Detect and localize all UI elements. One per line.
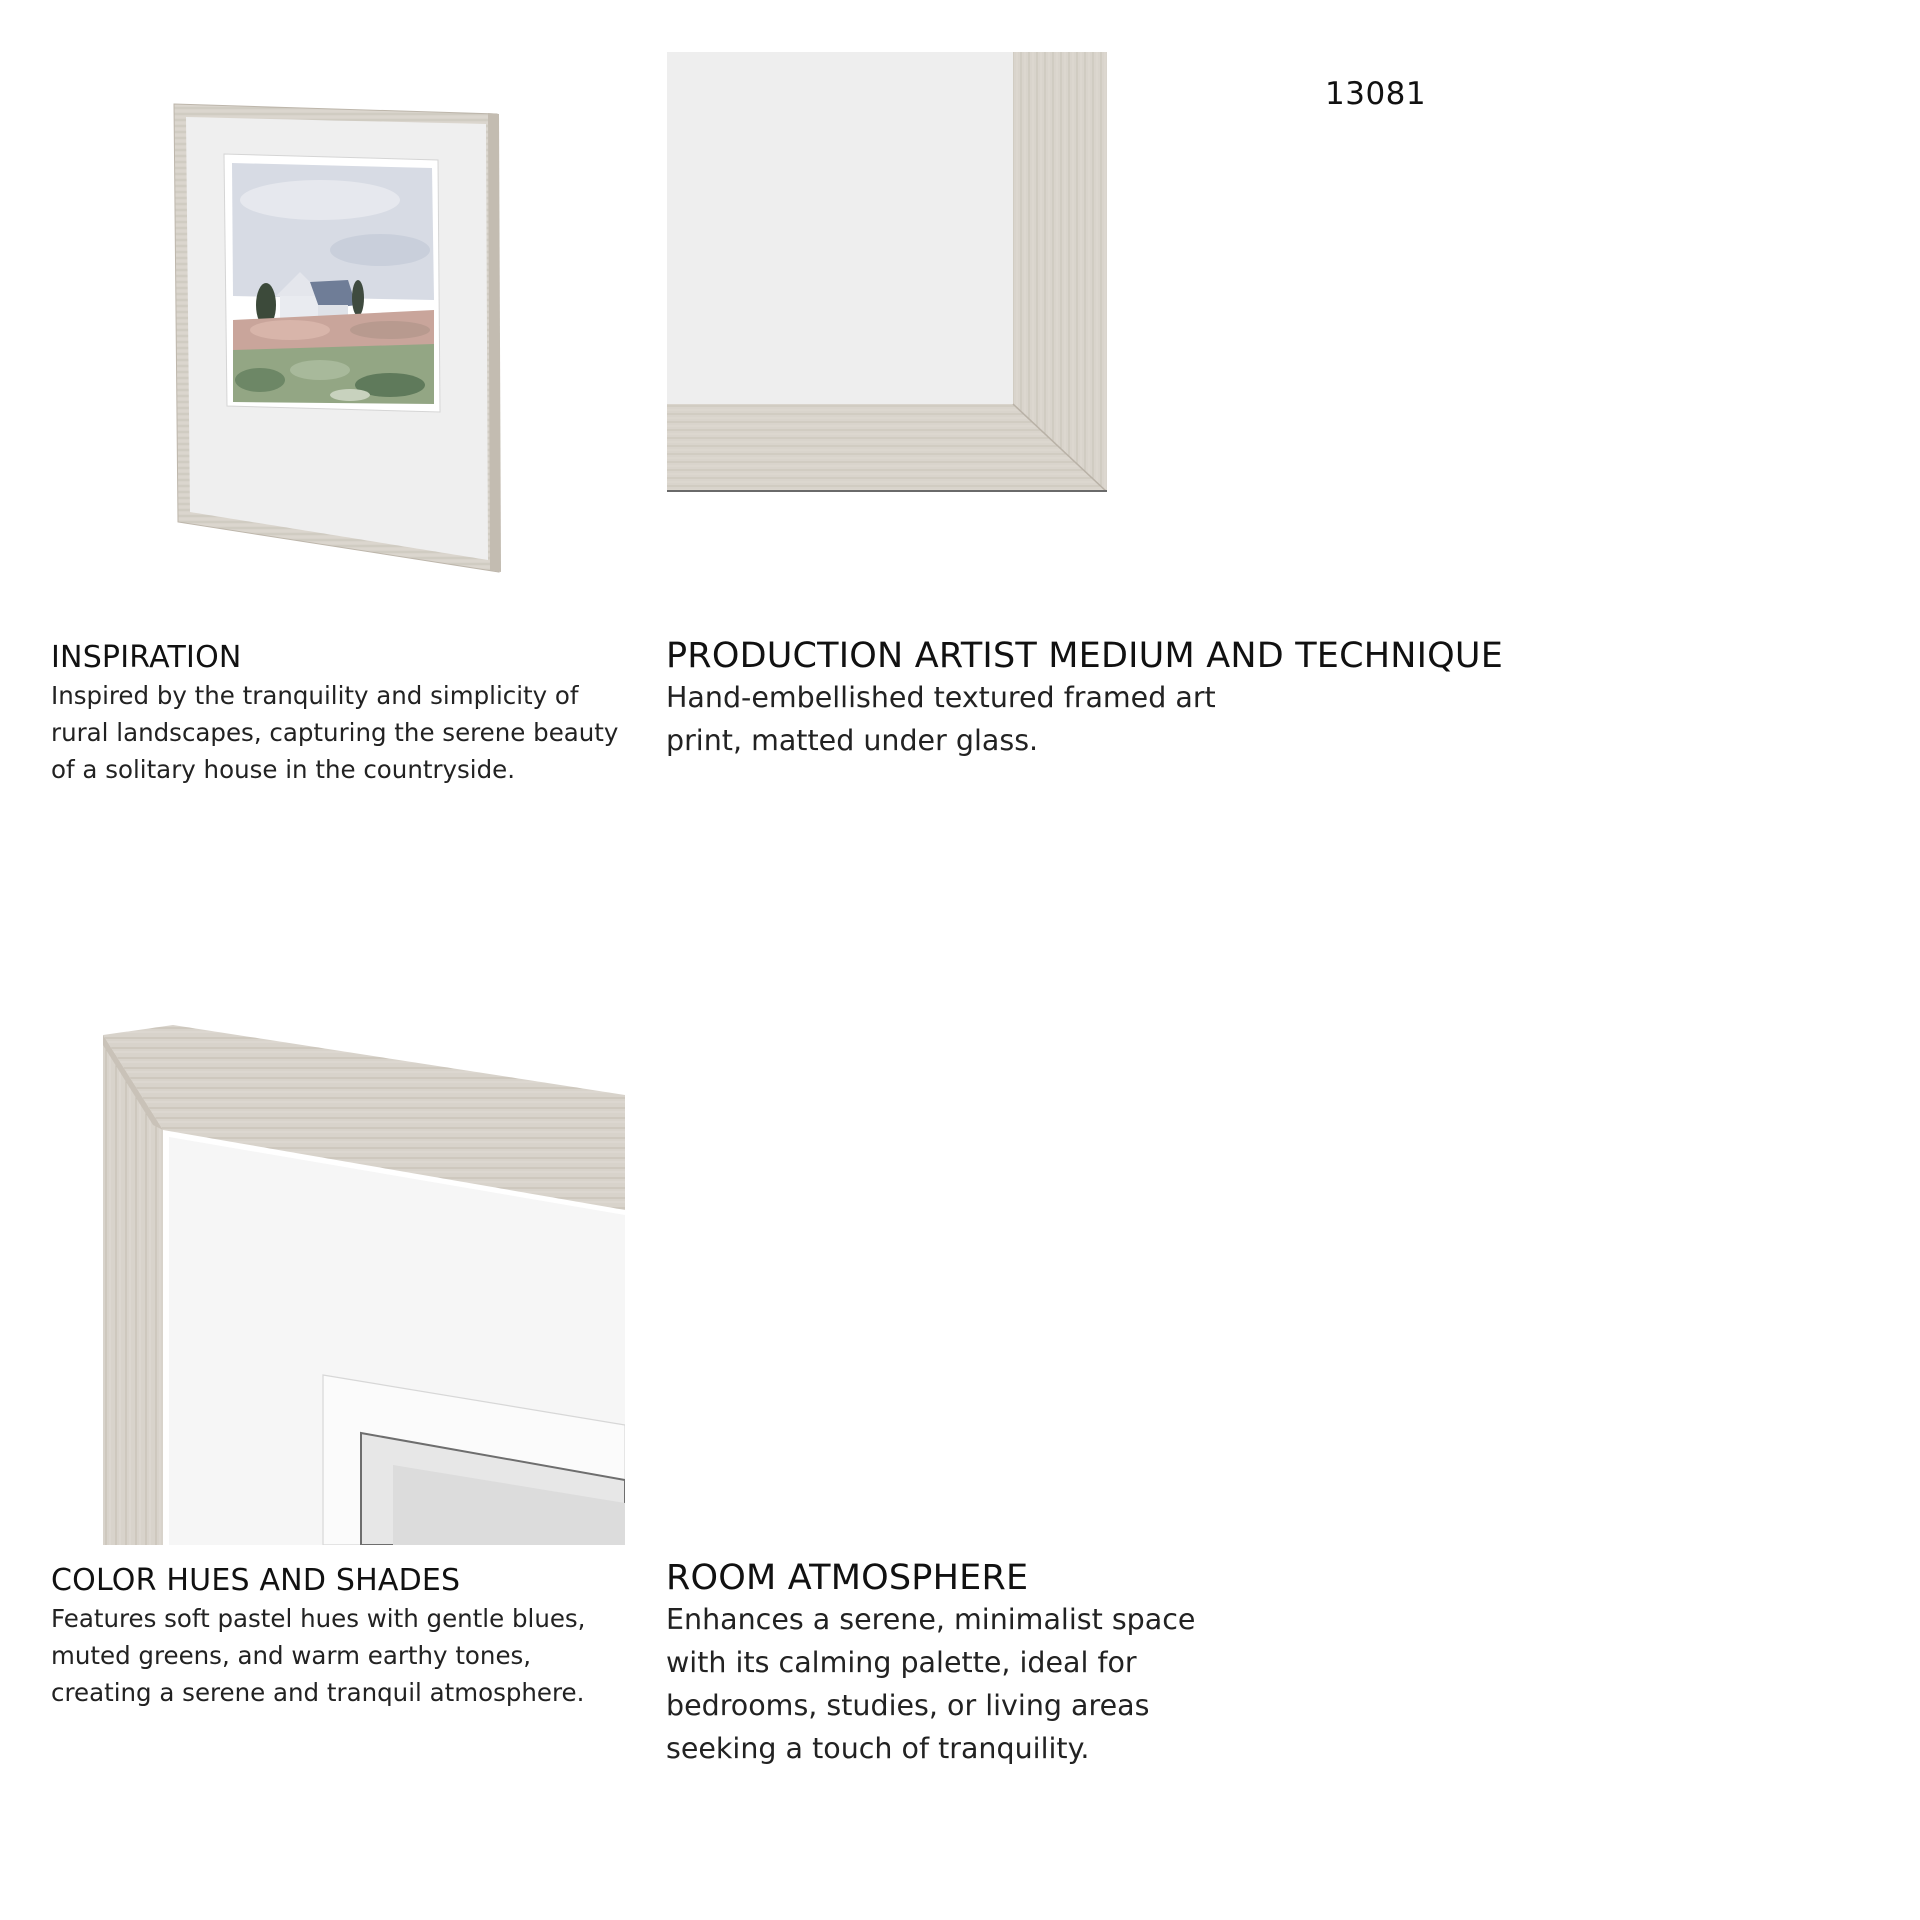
- framed-art-image: [170, 100, 510, 580]
- inspiration-text-line: Inspired by the tranquility and simplicity of: [51, 681, 579, 710]
- section-color-hues: [51, 1563, 651, 1711]
- production-text-line: print, matted under glass.: [666, 724, 1039, 757]
- inspiration-text-line: rural landscapes, capturing the serene beauty: [51, 718, 619, 747]
- frame-zoom-detail-image: [103, 1025, 625, 1545]
- room-text-line: Enhances a serene, minimalist space: [666, 1603, 1196, 1636]
- section-room-atmosphere: [666, 1558, 1366, 1770]
- color-text-line: creating a serene and tranquil atmosphere.: [51, 1678, 585, 1707]
- color-heading: COLOR HUES AND SHADES: [51, 1563, 461, 1598]
- room-text-line: seeking a touch of tranquility.: [666, 1732, 1090, 1765]
- section-production: [666, 636, 1666, 762]
- product-sku: 13081: [1325, 76, 1427, 112]
- color-text-line: Features soft pastel hues with gentle blues,: [51, 1604, 586, 1633]
- production-text-line: Hand-embellished textured framed art: [666, 681, 1216, 714]
- inspiration-text-line: of a solitary house in the countryside.: [51, 755, 516, 784]
- frame-corner-detail-image: [667, 52, 1107, 492]
- color-text-line: muted greens, and warm earthy tones,: [51, 1641, 532, 1670]
- room-text-line: bedrooms, studies, or living areas: [666, 1689, 1150, 1722]
- room-text-line: with its calming palette, ideal for: [666, 1646, 1137, 1679]
- section-inspiration: [51, 640, 651, 788]
- production-heading: PRODUCTION ARTIST MEDIUM AND TECHNIQUE: [666, 636, 1504, 676]
- room-heading: ROOM ATMOSPHERE: [666, 1558, 1029, 1598]
- inspiration-heading: INSPIRATION: [51, 640, 242, 675]
